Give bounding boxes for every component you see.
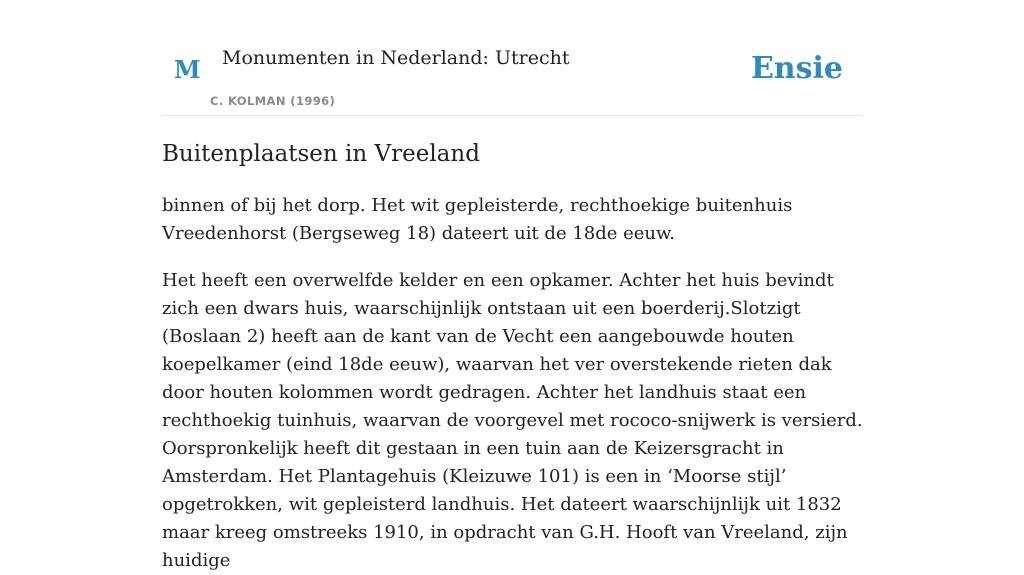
article-paragraph: Het heeft een overwelfde kelder en een opkamer. Achter het huis bevindt zich een dwars huis, waarschijnlijk ontstaan uit een boerderij.Slotzigt (Boslaan 2) heeft aan de kant van de Vecht een aangebouwde houten koepelkamer (eind 18de eeuw), waarvan het ver overstekende rieten dak door houten kolommen wordt gedragen. Achter het landhuis staat een rechthoekig tuinhuis, waarvan de voorgevel met rococo-snijwerk is versierd. Oorspronkelijk heeft dit gestaan in een tuin aan de Keizersgracht in Amsterdam. Het Plantagehuis (Kleizuwe 101) is een in ‘Moorse stijl’ opgetrokken, wit gepleisterd landhuis. Het dateert waarschijnlijk uit 1832 maar kreeg omstreeks 1910, in opdracht van G.H. Hooft van Vreeland, zijn huidige bbox=[162, 270, 863, 571]
page bbox=[162, 0, 863, 571]
book-title[interactable]: Monumenten in Nederland: Utrecht bbox=[222, 47, 570, 69]
book-header bbox=[162, 0, 862, 116]
book-author: C. KOLMAN (1996) bbox=[210, 94, 336, 108]
article-title: Buitenplaatsen in Vreeland bbox=[162, 141, 480, 167]
book-logo-icon[interactable]: M bbox=[174, 55, 201, 84]
article-paragraph: binnen of bij het dorp. Het wit gepleisterde, rechthoekige buitenhuis Vreedenhorst (Bergseweg 18) dateert uit de 18de eeuw. bbox=[162, 195, 793, 244]
ensie-logo[interactable]: Ensie bbox=[750, 51, 843, 86]
